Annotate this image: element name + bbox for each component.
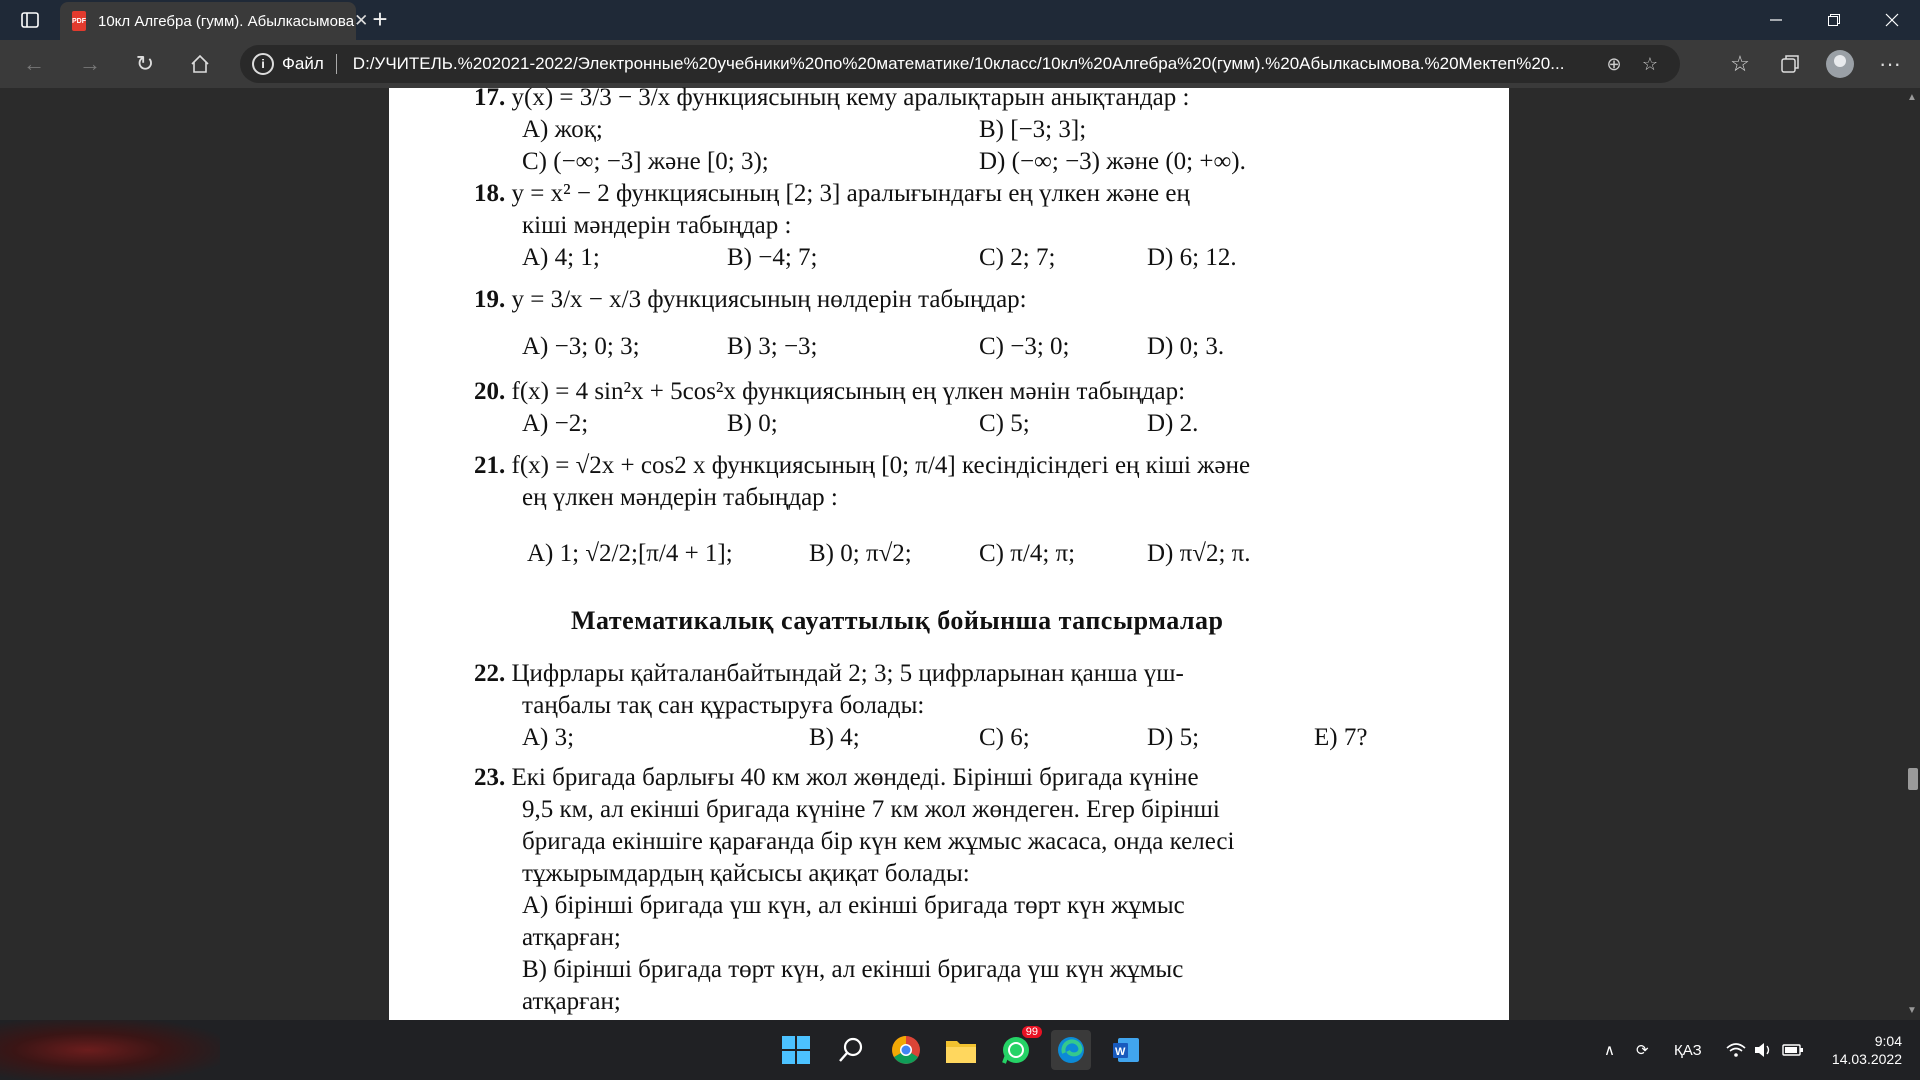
question-text-cont: тұжырымдардың қайсысы ақиқат болады: (522, 860, 970, 887)
taskbar (0, 1020, 1920, 1080)
battery-status[interactable] (1782, 1020, 1804, 1080)
answer-a: A) бірінші бригада үш күн, ал екінші бригада төрт күн жұмыс (522, 892, 1185, 919)
question-text: Цифрлары қайталанбайтындай 2; 3; 5 цифрларынан қанша үш- (511, 660, 1184, 687)
scroll-down-icon[interactable]: ▼ (1907, 1005, 1917, 1016)
question-text: Екі бригада барлығы 40 км жол жөндеді. Бірінші бригада күніне (511, 764, 1199, 791)
answer-a: A) −3; 0; 3; (522, 333, 640, 360)
tab-actions-icon (21, 12, 39, 28)
wifi-status[interactable] (1726, 1020, 1746, 1080)
close-window-button[interactable] (1864, 0, 1920, 40)
answer-e: E) 7? (1314, 724, 1368, 751)
favorites-icon: ☆ (1730, 51, 1750, 76)
info-icon[interactable]: i (252, 53, 274, 75)
show-hidden-icons[interactable] (1604, 1020, 1615, 1080)
address-bar[interactable] (240, 45, 1680, 83)
pdf-viewer (0, 84, 1920, 1020)
notification-badge: 99 (1022, 1026, 1042, 1038)
question-18 (474, 180, 1190, 208)
close-window-icon (1886, 14, 1898, 26)
battery-icon (1782, 1043, 1804, 1057)
home-icon (190, 54, 210, 74)
question-text-cont: бригада екіншіге қарағанда бір күн кем жұмыс жасаса, онда келесі (522, 828, 1235, 855)
answer-c: C) 5; (979, 410, 1030, 437)
avatar (1826, 50, 1854, 78)
answer-d: D) π√2; π. (1147, 540, 1251, 567)
clock-time: 9:04 (1874, 1033, 1902, 1049)
question-number: 22. (474, 660, 506, 687)
chrome-app-button[interactable] (886, 1030, 926, 1070)
browser-tab[interactable] (60, 2, 369, 40)
file-label: Файл (282, 54, 324, 73)
add-favorite-icon[interactable]: ☆ (1641, 53, 1659, 74)
question-text-cont: ең үлкен мәндерін табыңдар : (522, 484, 838, 511)
question-text: f(x) = √2x + cos2 x функциясының [0; π/4] кесіндісіндегі ең кіші және (511, 452, 1251, 479)
home-button[interactable] (180, 46, 220, 82)
answer-b: B) 0; π√2; (809, 540, 912, 567)
settings-menu-button[interactable]: ··· (1879, 51, 1901, 76)
question-20 (474, 378, 1185, 406)
tab-actions-button[interactable] (0, 0, 60, 40)
answer-c: C) (−∞; −3] және [0; 3); (522, 148, 769, 175)
answer-d: D) 6; 12. (1147, 244, 1237, 271)
folder-icon (945, 1036, 977, 1064)
answer-b: B) бірінші бригада төрт күн, ал екінші бригада үш күн жұмыс (522, 956, 1184, 983)
start-button[interactable] (776, 1030, 816, 1070)
collections-button[interactable] (1770, 46, 1810, 82)
answer-d: D) 2. (1147, 410, 1199, 437)
file-explorer-button[interactable] (941, 1030, 981, 1070)
answer-d: D) (−∞; −3) және (0; +∞). (979, 148, 1246, 175)
answer-b: B) 0; (727, 410, 778, 437)
clock-date: 14.03.2022 (1831, 1051, 1902, 1067)
answer-c: C) 6; (979, 724, 1030, 751)
system-clock[interactable] (1832, 1032, 1902, 1068)
answer-a: A) −2; (522, 410, 589, 437)
volume-status[interactable] (1754, 1020, 1774, 1080)
word-icon (1111, 1035, 1141, 1065)
whatsapp-button[interactable] (996, 1026, 1038, 1070)
question-number: 18. (474, 180, 506, 207)
volume-icon (1754, 1042, 1774, 1058)
wifi-icon (1726, 1042, 1746, 1058)
sync-status[interactable] (1636, 1020, 1649, 1080)
chevron-up-icon: ∧ (1604, 1042, 1615, 1059)
refresh-button[interactable] (125, 46, 165, 82)
forward-arrow-icon: → (79, 51, 101, 76)
answer-d: D) 5; (1147, 724, 1200, 751)
forward-button[interactable] (70, 46, 110, 82)
answer-b: B) [−3; 3]; (979, 116, 1087, 143)
language-indicator[interactable]: ҚАЗ (1674, 1041, 1702, 1059)
answer-a: A) 1; √2/2;[π/4 + 1]; (527, 540, 733, 567)
back-arrow-icon: ← (23, 51, 45, 76)
question-19 (474, 286, 1027, 314)
answer-d: D) 0; 3. (1147, 333, 1225, 360)
new-tab-button[interactable]: + (372, 4, 388, 34)
question-text: y(x) = 3/3 − 3/x функциясының кему аралықтарын анықтандар : (511, 84, 1190, 111)
windows-icon (781, 1035, 811, 1065)
question-17 (474, 84, 1189, 112)
favorites-button[interactable] (1720, 46, 1760, 82)
chrome-icon (891, 1035, 921, 1065)
question-21 (474, 452, 1250, 480)
refresh-icon: ↻ (135, 51, 155, 76)
minimize-button[interactable] (1748, 0, 1804, 40)
taskbar-glow (0, 1020, 220, 1080)
whatsapp-icon (1001, 1035, 1031, 1065)
url-text[interactable]: D:/УЧИТЕЛЬ.%202021-2022/Электронные%20учебники%20по%20математике/10класс/10кл%20Алгебра%20(гумм).%20Абылкасымова.%20Мектеп%20... (352, 54, 1565, 73)
tab-title: 10кл Алгебра (гумм). Абылкасымова (98, 12, 355, 30)
back-button[interactable] (14, 46, 54, 82)
edge-app-button[interactable] (1051, 1030, 1091, 1070)
question-text-cont: таңбалы тақ сан құрастыруға болады: (522, 692, 925, 719)
sync-icon: ⟳ (1636, 1042, 1649, 1059)
search-icon (837, 1036, 865, 1064)
answer-b: B) 3; −3; (727, 333, 818, 360)
word-app-button[interactable] (1106, 1030, 1146, 1070)
svg-text:W: W (1115, 1046, 1126, 1058)
question-number: 23. (474, 764, 506, 791)
pdf-icon: PDF (72, 11, 86, 31)
question-number: 19. (474, 286, 506, 313)
edge-icon (1056, 1035, 1086, 1065)
answer-a: A) 4; 1; (522, 244, 600, 271)
question-number: 17. (474, 84, 506, 111)
answer-c: C) 2; 7; (979, 244, 1056, 271)
minimize-icon (1770, 14, 1782, 26)
restore-button[interactable] (1806, 0, 1862, 40)
close-tab-icon[interactable]: ✕ (354, 11, 369, 30)
zoom-icon[interactable]: ⊕ (1606, 53, 1622, 74)
scroll-up-icon[interactable]: ▲ (1907, 92, 1917, 103)
section-heading: Математикалық сауаттылық бойынша тапсырмалар (571, 606, 1224, 635)
restore-icon (1828, 14, 1840, 26)
answer-c: C) −3; 0; (979, 333, 1070, 360)
question-text-cont: кіші мәндерін табыңдар : (522, 212, 792, 239)
scrollbar-thumb[interactable] (1908, 768, 1918, 790)
answer-b: B) 4; (809, 724, 860, 751)
address-separator (336, 54, 337, 74)
question-23 (474, 764, 1199, 792)
answer-b-cont: атқарған; (522, 988, 621, 1015)
collections-icon (1780, 54, 1800, 74)
search-button[interactable] (831, 1030, 871, 1070)
question-number: 21. (474, 452, 506, 479)
pdf-page[interactable] (389, 84, 1509, 1020)
question-text-cont: 9,5 км, ал екінші бригада күніне 7 км жол жөндеген. Егер бірінші (522, 796, 1220, 823)
question-text: f(x) = 4 sin²x + 5cos²x функциясының ең үлкен мәнін табыңдар: (511, 378, 1186, 405)
answer-a-cont: атқарған; (522, 924, 621, 951)
question-22 (474, 660, 1184, 688)
answer-a: A) жоқ; (522, 116, 603, 143)
question-text: y = x² − 2 функциясының [2; 3] аралығындағы ең үлкен және ең (511, 180, 1190, 207)
profile-button[interactable] (1820, 46, 1860, 82)
answer-a: A) 3; (522, 724, 575, 751)
toolbar-right (1720, 46, 1910, 82)
vertical-scrollbar[interactable] (1904, 88, 1920, 1020)
question-number: 20. (474, 378, 506, 405)
answer-b: B) −4; 7; (727, 244, 818, 271)
question-text: y = 3/x − x/3 функциясының нөлдерін табыңдар: (511, 286, 1027, 313)
answer-c: C) π/4; π; (979, 540, 1076, 567)
